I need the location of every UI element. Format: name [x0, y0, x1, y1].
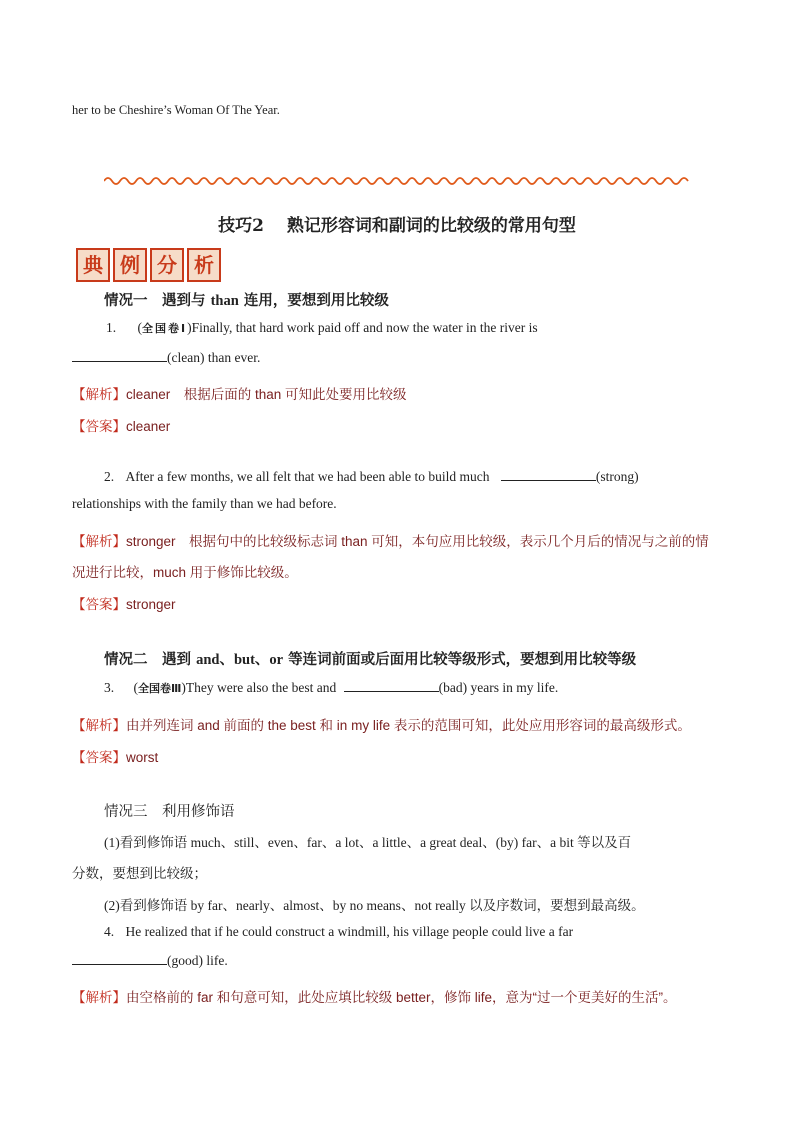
case1-heading-b: 连用，要想到用比较级	[238, 293, 389, 309]
q3-blank[interactable]	[344, 679, 439, 692]
case2-heading	[104, 648, 636, 669]
q1-jiexi-text: cleaner 根据后面的 than 可知此处要用比较级	[126, 387, 407, 402]
q3-src: (全国卷Ⅲ	[133, 680, 182, 695]
banner-tile-4: 析	[187, 248, 221, 282]
case3-para1-line1: (1)看到修饰语 much、still、even、far、a lot、a little、a great deal、(by) far、a bit 等以及百	[104, 835, 632, 850]
q1-source: 全国卷Ⅰ	[142, 322, 188, 335]
q1-num: 1.	[106, 320, 117, 335]
q2-text-a: After a few months, we all felt that we had been able to build much	[125, 469, 490, 484]
case1-heading-a: 情况一 遇到与	[104, 293, 211, 309]
case3-para2: (2)看到修饰语 by far、nearly、almost、by no means、not really 以及序数词，要想到最高级。	[104, 898, 645, 913]
q4-jiexi-text: 由空格前的 far 和句意可知，此处应填比较级 better，修饰 life，意为“过一个更美好的生活”。	[126, 990, 677, 1005]
q2-daan-text: stronger	[126, 597, 176, 612]
q2-daan	[72, 593, 176, 613]
banner-tile-1: 典	[76, 248, 110, 282]
q4-text-b: (good) life.	[167, 953, 228, 968]
case3-para1-line2: 分数，要想到比较级；	[72, 866, 207, 881]
q3-source: 全国卷Ⅲ	[138, 682, 182, 695]
case2-heading-en: and、but、or	[196, 652, 284, 668]
q2-jiexi-tag: 【解析】	[72, 534, 126, 549]
q1-jiexi-tag: 【解析】	[72, 387, 126, 402]
q2-line2: relationships with the family than we had before.	[72, 496, 337, 511]
q1-src: (全国卷Ⅰ	[137, 320, 188, 335]
q3-text-a: )They were also the best and	[181, 680, 337, 695]
q3-daan-tag: 【答案】	[72, 750, 126, 765]
q3-daan	[72, 746, 158, 766]
q1-text-b: (clean) than ever.	[167, 350, 261, 365]
q4-line2	[72, 952, 228, 969]
case1-heading	[104, 289, 389, 310]
q1-daan-text: cleaner	[126, 419, 171, 434]
q1-blank[interactable]	[72, 349, 167, 362]
q1-jiexi	[72, 383, 407, 403]
case2-heading-a: 情况二 遇到	[104, 652, 197, 668]
q2-jiexi-2: 况进行比较，much 用于修饰比较级。	[72, 565, 298, 580]
case2-heading-b: 等连词前面或后面用比较等级形式，要想到用比较等级	[283, 652, 637, 668]
wave-divider	[104, 174, 690, 188]
banner-tile-2: 例	[113, 248, 147, 282]
q4-jiexi-tag: 【解析】	[72, 990, 126, 1005]
q3-jiexi-text: 由并列连词 and 前面的 the best 和 in my life 表示的范围可知，此处应用形容词的最高级形式。	[126, 718, 691, 733]
q3-line	[72, 679, 558, 696]
q1-daan-tag: 【答案】	[72, 419, 126, 434]
q3-daan-text: worst	[126, 750, 159, 765]
q2-jiexi-text-1: stronger 根据句中的比较级标志词 than 可知，本句应用比较级，表示几个月后的情况与之前的情	[126, 534, 709, 549]
q1-text-a: )Finally, that hard work paid off and now the water in the river is	[187, 320, 538, 335]
q3-jiexi	[72, 714, 691, 734]
q4-blank[interactable]	[72, 952, 167, 965]
q1-line1	[72, 320, 722, 336]
q3-jiexi-tag: 【解析】	[72, 718, 126, 733]
q2-jiexi-1	[72, 530, 709, 550]
q4-jiexi	[72, 986, 677, 1006]
q3-num: 3.	[104, 680, 115, 695]
q2-num: 2.	[104, 469, 115, 484]
q2-text-b: (strong)	[595, 469, 639, 484]
q2-daan-tag: 【答案】	[72, 597, 126, 612]
banner-tile-3: 分	[150, 248, 184, 282]
q3-text-b: (bad) years in my life.	[438, 680, 559, 695]
carryover-text: her to be Cheshire’s Woman Of The Year.	[72, 103, 280, 117]
section-title: 技巧2 熟记形容词和副词的比较级的常用句型	[218, 216, 576, 236]
q4-text-a: He realized that if he could construct a windmill, his village people could live a far	[125, 924, 574, 939]
q4-num: 4.	[104, 924, 115, 939]
q1-daan	[72, 415, 170, 435]
case1-heading-en: than	[210, 293, 239, 309]
case3-heading: 情况三 利用修饰语	[104, 804, 235, 820]
q2-line1	[72, 468, 639, 485]
q2-blank[interactable]	[501, 468, 596, 481]
wave-line	[104, 178, 688, 184]
q4-line1	[72, 924, 573, 940]
q1-line2	[72, 349, 260, 366]
